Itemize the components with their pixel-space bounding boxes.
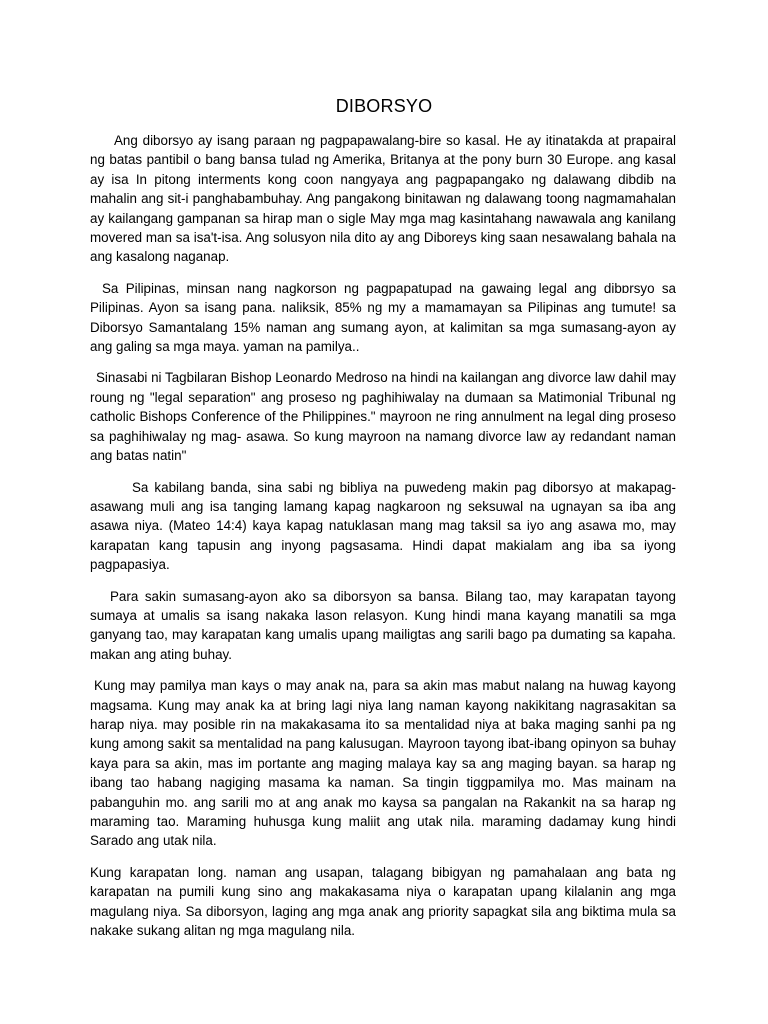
paragraph-1: Ang diborsyo ay isang paraan ng pagpapawalang-bire so kasal. He ay itinatakda at prapairal ng batas pantibil o bang bansa tulad ng Amerika, Britanya at the pony burn 30 Europe. ang kasal ay isa In pitong interments kong coon nangyaya ang pagpapangako ng dalawang dibdib na mahalin ang sit-i panghabambuhay. Ang pangakong binitawan ng dalawang toong nagmamahalan ay kailangang gampanan sa hirap man o sigle May mga mag kasintahang nawawala ang kanilang movered man sa isa't-isa. Ang solusyon nila dito ay ang Diboreys king saan nesawalang bahala na ang kasalong naganap. (90, 133, 676, 265)
paragraph-6: Kung may pamilya man kays o may anak na, para sa akin mas mabut nalang na huwag kayong magsama. Kung may anak ka at bring lagi niya lang naman kayong nakikitang nagrasakitan sa harap niya. may posible rin na makakasama ito sa mentalidad niya at baka maging sanhi pa ng kung among sakit sa mentalidad na pang kalusugan. Mayroon tayong ibat-ibang opinyon sa buhay kaya para sa akin, mas im portante ang maging malaya kay sa ang maging bayan. sa harap ng ibang tao habang nagiging masama ka naman. Sa tingin tiggpamilya mo. Mas mainam na pabanguhin mo. ang sarili mo at ang anak mo kaysa sa pangalan na Rakankit na sa harap ng maraming tao. Maraming huhusga kung maliit ang utak nila. maraming dadamay kung hindi Sarado ang utak nila. (90, 678, 676, 849)
paragraph-5: Para sakin sumasang-ayon ako sa diborsyon sa bansa. Bilang tao, may karapatan tayong sumaya at umalis sa isang nakaka lason relasyon. Kung hindi mana kayang manatili sa mga ganyang tao, may karapatan kang umalis upang mailigtas ang sarili bago pa dumating sa kapaha. makan ang ating buhay. (90, 588, 676, 662)
paragraph-2: Sa Pilipinas, minsan nang nagkorson ng pagpapatupad na gawaing legal ang dibɒrsyo sa Pilipinas. Ayon sa isang pana. naliksik, 85% ng my a mamamayan sa Pilipinas ang tumute! sa Diborsyo Samantalang 15% naman ang sumang ayon, at kalimitan sa mga sumasang-ayon ay ang galing sa mga maya. yaman na pamilya.. (90, 280, 676, 355)
paragraph-7: Kung karapatan long. naman ang usapan, talagang bibigyan ng pamahalaan ang bata ng karapatan na pumili kung sino ang makakasama niya o karapatan upang kilalanin ang mga magulang niya. Sa diborsyon, laging ang mga anak ang priority sapagkat sila ang biktima mula sa nakake sukang alitan ng mga magulang nila. (90, 864, 676, 939)
document-body (90, 131, 676, 952)
document-title: DIBORSYO (335, 96, 433, 116)
paragraph-3: Sinasabi ni Tagbilaran Bishop Leonardo Medroso na hindi na kailangan ang divorce law dahil may roung ng "legal separation" ang proseso ng paghihiwalay na dumaan sa Matimonial Tribunal ng catholic Bishops Conference of the Philippines." mayroon ne ring annulment na legal ding proseso sa paghihiwalay ng mag- asawa. So kung mayroon na namang divorce law ay redandant naman ang batas natin" (90, 370, 676, 464)
paragraph-4: Sa kabilang banda, sina sabi ng bibliya na puwedeng makin pag diborsyo at makapag-asawang muli ang isa tanging lamang kapag nagkaroon ng seksuwal na ugnayan sa iba ang asawa niya. (Mateo 14:4) kaya kapag natuklasan mang mag taksil sa iyo ang asawa mo, may karapatan kang tapusin ang inyong pagsasama. Hindi dapat makialam ang iba sa iyong pagpapasiya. (90, 479, 676, 573)
